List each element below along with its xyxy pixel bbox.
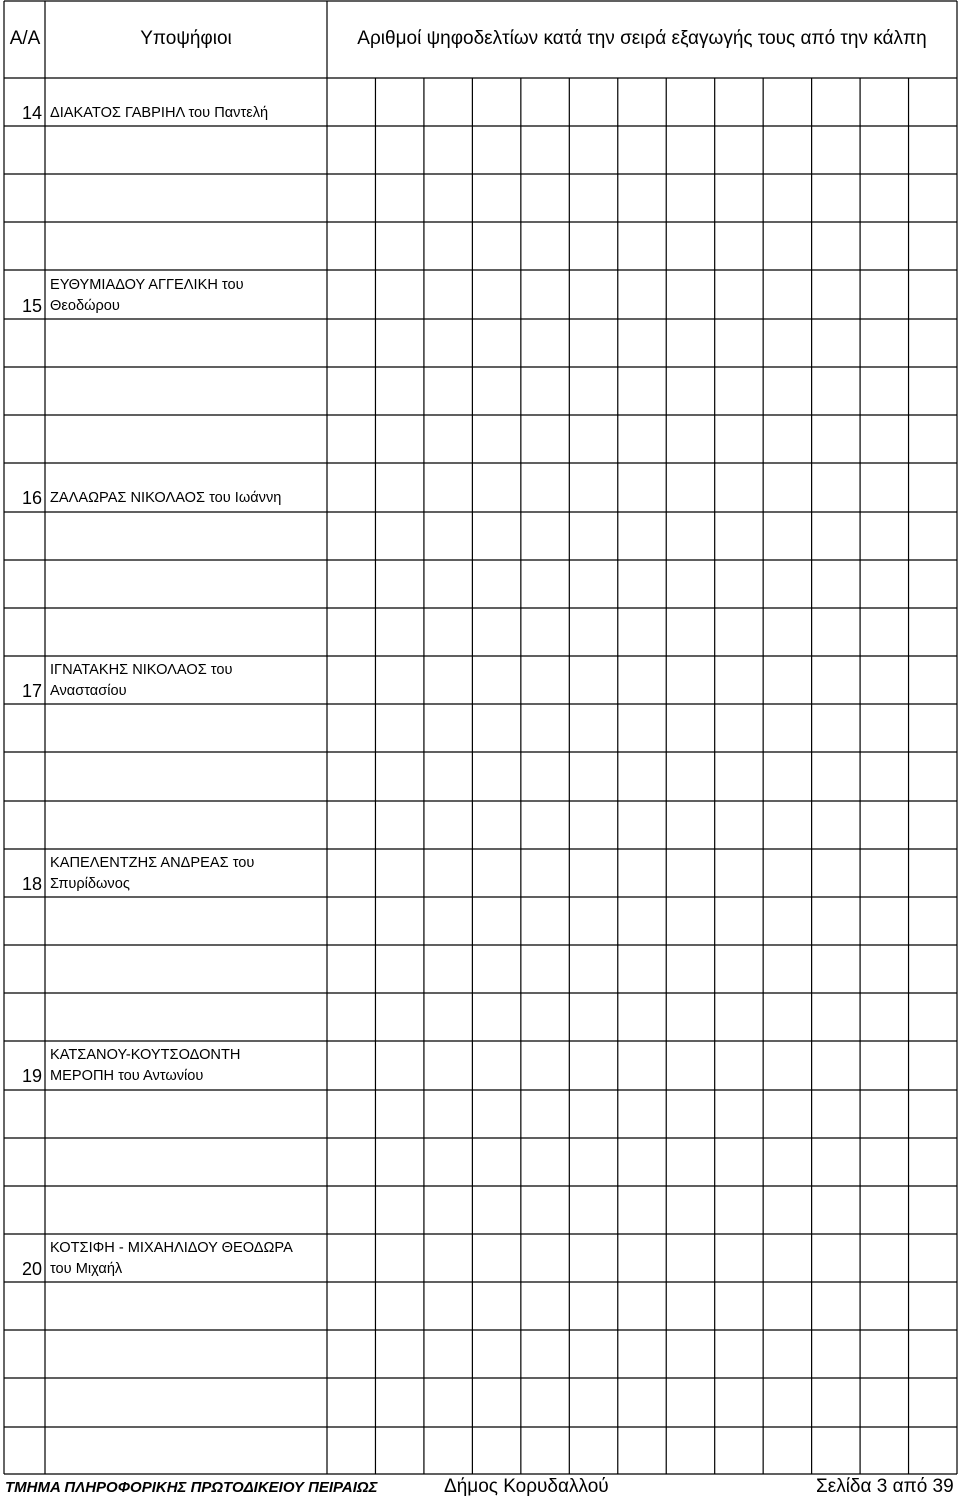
candidate-name-line2: Αναστασίου <box>50 683 127 699</box>
candidate-number: 18 <box>21 874 42 894</box>
candidate-name-line1: ΕΥΘΥΜΙΑΔΟΥ ΑΓΓΕΛΙΚΗ του <box>50 277 244 293</box>
candidate-number: 15 <box>21 296 42 316</box>
candidate-number: 16 <box>21 488 42 508</box>
candidate-name-line2: ΜΕΡΟΠΗ του Αντωνίου <box>50 1068 204 1084</box>
candidate-name-line1: ΚΟΤΣΙΦΗ - ΜΙΧΑΗΛΙΔΟΥ ΘΕΟΔΩΡΑ <box>50 1240 293 1256</box>
candidate-name-line2: Θεοδώρου <box>50 298 120 314</box>
candidate-name-line1: ΔΙΑΚΑΤΟΣ ΓΑΒΡΙΗΛ του Παντελή <box>50 105 269 121</box>
column-header-votes: Αριθμοί ψηφοδελτίων κατά την σειρά εξαγωγής τους από την κάλπη <box>357 28 927 49</box>
candidate-name-line1: ΖΑΛΑΩΡΑΣ ΝΙΚΟΛΑΟΣ του Ιωάννη <box>50 490 282 506</box>
candidate-number: 17 <box>21 681 42 701</box>
candidate-name-line2: του Μιχαήλ <box>50 1261 123 1277</box>
footer-department: ΤΜΗΜΑ ΠΛΗΡΟΦΟΡΙΚΗΣ ΠΡΩΤΟΔΙΚΕΙΟΥ ΠΕΙΡΑΙΩΣ <box>5 1479 378 1496</box>
footer-page-number: Σελίδα 3 από 39 <box>816 1476 954 1497</box>
page-footer <box>0 1474 960 1500</box>
column-header-aa: Α/Α <box>9 28 41 49</box>
footer-municipality: Δήμος Κορυδαλλού <box>444 1476 609 1497</box>
candidate-number: 19 <box>21 1066 42 1086</box>
candidate-number: 14 <box>21 103 42 123</box>
candidate-name-line1: ΚΑΤΣΑΝΟΥ-ΚΟΥΤΣΟΔΟΝΤΗ <box>50 1047 241 1063</box>
column-header-candidates: Υποψήφιοι <box>140 28 232 49</box>
candidate-name-line1: ΙΓΝΑΤΑΚΗΣ ΝΙΚΟΛΑΟΣ του <box>50 662 233 678</box>
candidate-name-line1: ΚΑΠΕΛΕΝΤΖΗΣ ΑΝΔΡΕΑΣ του <box>50 855 255 871</box>
candidate-name-line2: Σπυρίδωνος <box>50 876 130 892</box>
candidate-number: 20 <box>21 1259 42 1279</box>
